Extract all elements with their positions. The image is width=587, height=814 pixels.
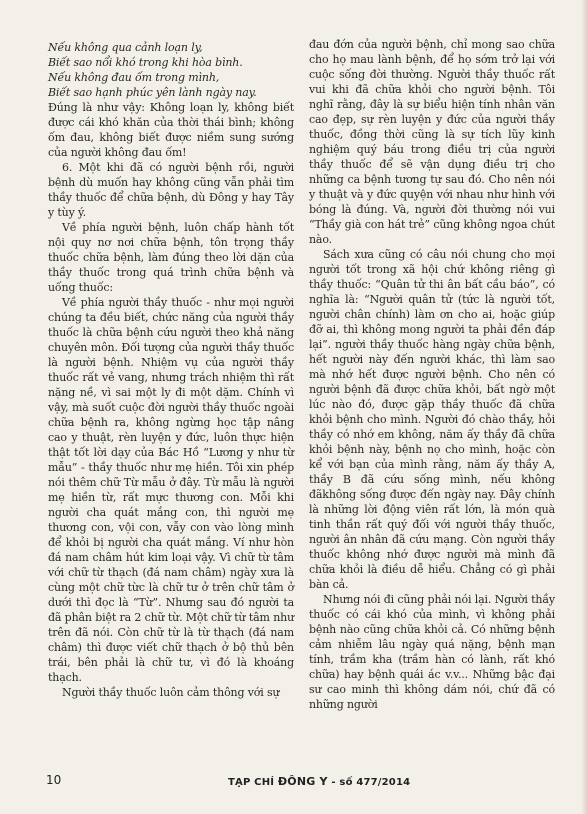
- poem-line: Biết sao nổi khó trong khi hòa bình.: [48, 56, 243, 69]
- poem-line: Biết sao hạnh phúc yên lành ngày nay.: [48, 86, 257, 99]
- paragraph: Đúng là như vậy: Không loạn ly, không biết được cái khó khăn của thời thái bình; không ốm đau, không biết được niềm sung sướng của người không đau ốm!: [48, 101, 294, 159]
- page-edge-shadow: [581, 0, 587, 814]
- right-column: [309, 37, 555, 712]
- paragraph: Sách xưa cũng có câu nói chung cho mọi người tốt trong xã hội chứ không riêng gì thầy thuốc: “Quân tử thi ân bất cầu báo”, có nghĩa là: “Người quân tử (tức là người tốt, người chân chính) làm ơn cho ai, hoặc giúp đỡ ai, thì không mong người ta phải đền đáp lại”. người thầy thuốc hàng ngày chữa bệnh, hết người này đến người khác, thì làm sao mà nhớ hết được người bệnh. Cho nên có người bệnh đã được chữa khỏi, bất ngờ một lúc nào đó, được gặp thầy thuốc đã chữa khỏi bệnh cho mình. Người đó chào thầy, hỏi thầy có nhớ em không, năm ấy thầy đã chữa khỏi bệnh này, bệnh nọ cho mình, hoặc còn kể với bạn của mình rằng, năm ấy thầy A, thầy B đã cứu sống mình, nếu không đãkhông sống được đến ngày nay. Đây chính là những lời động viên rất lớn, là món quà tinh thần rất quý đối với người thầy thuốc, người ân nhân đã cứu mạng. Còn người thầy thuốc không nhớ được người mà mình đã chữa khỏi là điều dễ hiểu. Chẳng có gì phải bàn cả.: [309, 248, 555, 591]
- journal-credit: [228, 775, 410, 788]
- left-column: [48, 40, 294, 700]
- journal-name: ĐÔNG Y: [277, 775, 328, 788]
- paragraph: Về phía người thầy thuốc - như mọi người chúng ta đều biết, chức năng của người thầy thuốc là chữa bệnh cứu người theo khả năng chuyên môn. Đối tượng của người thầy thuốc là người bệnh. Nhiệm vụ của người thầy thuốc rất vẻ vang, nhưng trách nhiệm thì rất nặng nề, vì sai một ly đi một dặm. Chính vì vậy, mà suốt cuộc đời người thầy thuốc ngoài chữa bệnh ra, không ngừng học tập nâng cao y thuật, rèn luyện y đức, luôn thực hiện thật tốt lời dạy của Bác Hồ “Lương y như từ mẫu” - thầy thuốc như mẹ hiền. Tôi xin phép nói thêm chữ Từ mẫu ở đây. Từ mẫu là người mẹ hiền từ, rất mực thương con. Mỗi khi người cha quát mắng con, thì người mẹ thương con, vội con, vẫy con vào lòng mình để khỏi bị người cha quát mắng. Ví như hòn đá nam châm hút kim loại vậy. Vì chữ từ tâm với chữ từ thạch (đá nam châm) ngày xưa là cùng một chữ từc là chữ tư ở trên chữ tâm ở dưới thì đọc là “Từ”. Nhưng sau đó người ta đã phân biệt ra 2 chữ từ. Một chữ từ tâm như trên đã nói. Còn chữ từ là từ thạch (đá nam châm) thì được viết chữ thạch ở bộ thủ bên trái, bên phải là chữ tư, vì đó là khoáng thạch.: [48, 296, 294, 684]
- page-footer: [0, 773, 587, 793]
- journal-issue: - số 477/2014: [331, 777, 411, 788]
- paragraph: Người thầy thuốc luôn cảm thông với sự: [62, 686, 280, 699]
- paragraph: 6. Một khi đã có người bệnh rồi, người bệnh dù muốn hay không cũng vẫn phải tìm thầy thuốc để chữa bệnh, dù Đông y hay Tây y tùy ý.: [48, 161, 294, 219]
- paragraph: Nhưng nói đi cũng phải nói lại. Người thầy thuốc có cái khó của mình, vì không phải bệnh nào cũng chữa khỏi cả. Có những bệnh cảm nhiễm lâu ngày quá nặng, bệnh mạn tính, trầm kha (trầm hàn có lành, rất khó chữa) hay bệnh quái ác v.v... Những bậc đại sư cao minh thì không dám nói, chứ đã có những người: [309, 593, 555, 711]
- journal-prefix: TẠP CHÍ: [228, 777, 275, 788]
- poem-line: Nếu không qua cảnh loạn ly,: [48, 41, 203, 54]
- page-number: 10: [46, 773, 62, 787]
- poem-line: Nếu không đau ốm trong mình,: [48, 71, 220, 84]
- paragraph: đau đớn của người bệnh, chỉ mong sao chữa cho họ mau lành bệnh, để họ sớm trở lại với cuộc sống đời thường. Người thầy thuốc rất vui khi đã chữa khỏi cho người bệnh. Tôi nghĩ rằng, đây là sự biểu hiện tính nhân văn cao đẹp, sự rèn luyện y đức của người thầy thuốc, đồng thời cũng là sự tích lũy kinh nghiệm quý báu trong điều trị của người thầy thuốc để sẽ vận dụng điều trị cho những ca bệnh tương tự sau đó. Cho nên nói y thuật và y đức quyện với nhau như hình với bóng là đúng. Và, người đời thường nói vui “Thầy già con hát trẻ” cũng không ngoa chút nào.: [309, 38, 555, 246]
- paragraph: Về phía người bệnh, luôn chấp hành tốt nội quy nơ nơi chữa bệnh, tôn trọng thầy thuốc chữa bệnh, làm đúng theo lời dặn của thầy thuốc trong quá trình chữa bệnh và uống thuốc:: [48, 221, 294, 294]
- poem: [48, 40, 294, 100]
